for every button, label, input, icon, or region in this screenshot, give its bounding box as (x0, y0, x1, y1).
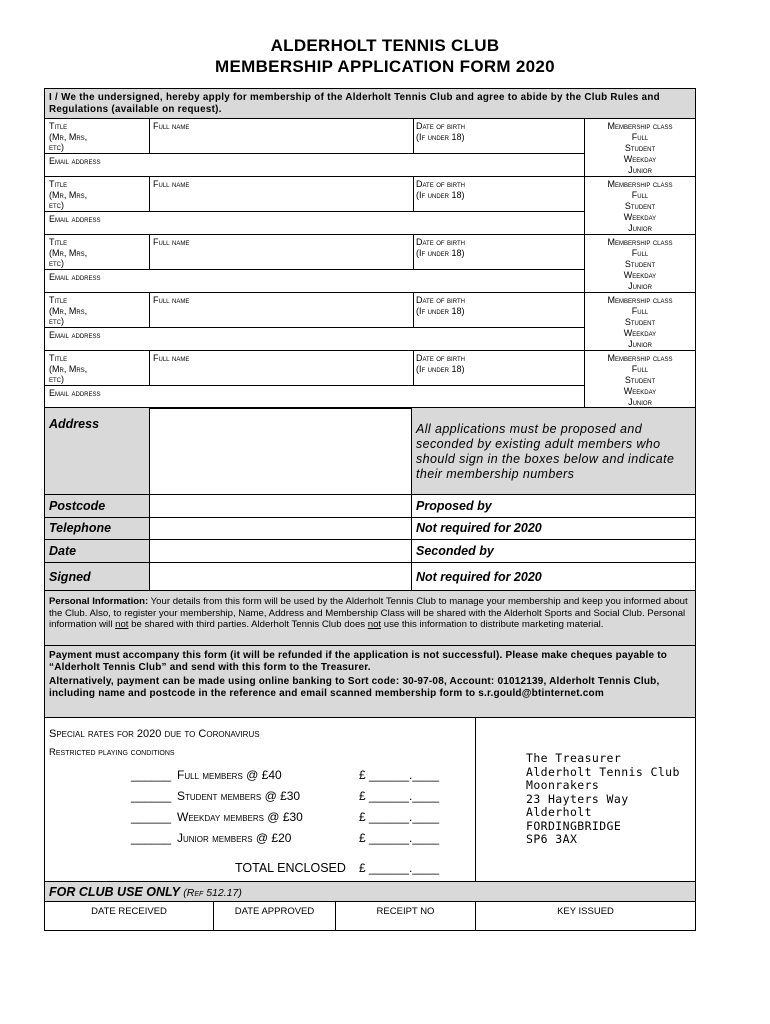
membership-class-field[interactable] (584, 176, 696, 235)
class-option-student[interactable]: Student (624, 200, 656, 211)
title-hint-1: (Mr, Mrs, (49, 247, 88, 258)
signed-label: Signed (49, 570, 91, 584)
dob-label: Date of birth (416, 179, 465, 189)
address-label: Address (49, 417, 100, 431)
class-option-weekday[interactable]: Weekday (623, 386, 657, 397)
proposed-by-label: Proposed by (416, 499, 492, 513)
full-name-field[interactable] (149, 350, 414, 386)
full-name-label: Full name (153, 353, 190, 363)
title-hint-1: (Mr, Mrs, (49, 305, 88, 316)
total-enclosed-label: TOTAL ENCLOSED (235, 861, 346, 875)
treasurer-address-line: Alderholt Tennis Club (526, 764, 680, 779)
telephone-label-cell (44, 517, 150, 540)
rate-full-amount[interactable]: £ ______.____ (359, 768, 440, 782)
postcode-input[interactable] (149, 494, 412, 518)
membership-class-field[interactable] (584, 234, 696, 293)
class-option-weekday[interactable]: Weekday (623, 212, 657, 223)
title-field[interactable] (44, 176, 150, 212)
signature-input[interactable] (149, 562, 412, 591)
rate-weekday-count[interactable]: ______ (131, 810, 172, 824)
title-label: Title (49, 295, 68, 305)
dob-hint: (If under 18) (416, 131, 465, 142)
rate-weekday-label: Weekday members @ £30 (177, 810, 303, 824)
dob-field[interactable] (413, 292, 585, 328)
email-field[interactable] (44, 211, 585, 235)
telephone-input[interactable] (149, 517, 412, 540)
rate-full-label: Full members @ £40 (177, 768, 282, 782)
class-option-student[interactable]: Student (624, 142, 656, 153)
title-label: Title (49, 179, 68, 189)
receipt-no-column: RECEIPT NO (376, 906, 435, 917)
title-field[interactable] (44, 292, 150, 328)
dob-field[interactable] (413, 234, 585, 270)
title-label: Title (49, 353, 68, 363)
club-use-ref: (Ref 512.17) (183, 887, 242, 899)
dob-field[interactable] (413, 176, 585, 212)
proposer-note (411, 407, 696, 495)
class-option-junior[interactable]: Junior (628, 281, 652, 292)
proposed-by-field[interactable] (411, 494, 696, 518)
title-hint-2: etc) (49, 258, 64, 268)
dob-hint: (If under 18) (416, 363, 465, 374)
form-title-line2: MEMBERSHIP APPLICATION FORM 2020 (215, 57, 555, 76)
dob-label: Date of birth (416, 237, 465, 247)
club-use-heading: FOR CLUB USE ONLY (49, 885, 180, 899)
treasurer-address-line: FORDINGBRIDGE (526, 818, 622, 833)
email-label: Email address (49, 156, 101, 166)
rate-student-amount[interactable]: £ ______.____ (359, 789, 440, 803)
class-option-full[interactable]: Full (631, 247, 649, 258)
rates-heading: Special rates for 2020 due to Coronavirus (49, 728, 260, 740)
seconded-not-required: Not required for 2020 (416, 570, 542, 584)
date-approved-column: DATE APPROVED (234, 906, 315, 917)
form-title-line1: ALDERHOLT TENNIS CLUB (270, 36, 500, 55)
title-hint-1: (Mr, Mrs, (49, 189, 88, 200)
intro-statement: I / We the undersigned, hereby apply for membership of the Alderholt Tennis Club and agree to abide by the Club Rules and Regulations (available on request). (44, 88, 696, 119)
email-label: Email address (49, 388, 101, 398)
membership-class-label: Membership class (607, 121, 673, 131)
membership-class-field[interactable] (584, 292, 696, 351)
title-hint-1: (Mr, Mrs, (49, 131, 88, 142)
key-issued-column: KEY ISSUED (557, 906, 614, 917)
date-label: Date (49, 544, 77, 558)
email-field[interactable] (44, 327, 585, 351)
class-option-student[interactable]: Student (624, 258, 656, 269)
proposer-note-text: All applications must be proposed and seconded by existing adult members who should sign in the boxes below and indicate their membership numbers (416, 422, 675, 481)
rate-junior-amount[interactable]: £ ______.____ (359, 831, 440, 845)
title-label: Title (49, 121, 68, 131)
class-option-full[interactable]: Full (631, 363, 649, 374)
personal-info-notice (44, 590, 696, 646)
dob-hint: (If under 18) (416, 189, 465, 200)
address-label-cell (44, 407, 150, 495)
membership-class-field[interactable] (584, 118, 696, 177)
title-hint-2: etc) (49, 142, 64, 152)
class-option-weekday[interactable]: Weekday (623, 154, 657, 165)
class-option-weekday[interactable]: Weekday (623, 328, 657, 339)
proposed-not-required-cell (411, 517, 696, 540)
personal-info-heading: Personal Information: (49, 596, 149, 607)
signed-label-cell (44, 562, 150, 591)
seconded-by-label: Seconded by (416, 544, 494, 558)
membership-class-label: Membership class (607, 237, 673, 247)
personal-info-not-1: not (115, 619, 129, 630)
payment-line2: Alternatively, payment can be made using online banking to Sort code: 30-97-08, Account: 01012139, Alderholt Tennis Club, including name and postcode in the reference and email scanned membership form to s.r.gould@btinternet.com (49, 676, 660, 699)
treasurer-box (475, 717, 696, 882)
class-option-student[interactable]: Student (624, 374, 656, 385)
club-use-table (44, 901, 696, 931)
treasurer-address-line: 23 Hayters Way (526, 791, 629, 806)
treasurer-address-line: The Treasurer (526, 751, 622, 765)
treasurer-address-line: Moonrakers (526, 778, 600, 792)
class-option-weekday[interactable]: Weekday (623, 270, 657, 281)
class-option-full[interactable]: Full (631, 305, 649, 316)
class-option-junior[interactable]: Junior (628, 397, 652, 408)
membership-class-field[interactable] (584, 350, 696, 409)
total-enclosed-amount[interactable]: £ ______.____ (359, 861, 440, 875)
email-field[interactable] (44, 153, 585, 177)
title-hint-1: (Mr, Mrs, (49, 363, 88, 374)
payment-notice (44, 645, 696, 718)
email-field[interactable] (44, 385, 585, 409)
date-label-cell (44, 539, 150, 563)
full-name-field[interactable] (149, 292, 414, 328)
treasurer-address-line: Alderholt (526, 805, 592, 819)
membership-class-label: Membership class (607, 179, 673, 189)
treasurer-address (526, 752, 680, 847)
membership-class-label: Membership class (607, 295, 673, 305)
class-option-full[interactable]: Full (631, 131, 649, 142)
rate-weekday-amount[interactable]: £ ______.____ (359, 810, 440, 824)
class-option-junior[interactable]: Junior (628, 339, 652, 350)
personal-info-text-1: Your details from this form will be used by the Alderholt Tennis Club to manage your membership and keep you informed about the Club. Also, to register your membership, Name, Address and Membership Class will be shared with the Alderholt Sports and Social Club. Personal information will (49, 596, 688, 630)
full-name-label: Full name (153, 121, 190, 131)
full-name-label: Full name (153, 295, 190, 305)
date-input[interactable] (149, 539, 412, 563)
full-name-label: Full name (153, 179, 190, 189)
dob-label: Date of birth (416, 295, 465, 305)
title-hint-2: etc) (49, 200, 64, 210)
club-use-header (44, 881, 696, 902)
title-field[interactable] (44, 350, 150, 386)
email-label: Email address (49, 214, 101, 224)
title-field[interactable] (44, 234, 150, 270)
title-hint-2: etc) (49, 374, 64, 384)
date-received-column: DATE RECEIVED (91, 906, 167, 917)
class-option-junior[interactable]: Junior (628, 223, 652, 234)
class-option-junior[interactable]: Junior (628, 165, 652, 176)
email-field[interactable] (44, 269, 585, 293)
rates-subheading: Restricted playing conditions (49, 747, 175, 758)
membership-class-label: Membership class (607, 353, 673, 363)
personal-info-text-2: be shared with third parties. Alderholt Tennis Club does (128, 619, 368, 630)
title-hint-2: etc) (49, 316, 64, 326)
email-label: Email address (49, 272, 101, 282)
full-name-field[interactable] (149, 234, 414, 270)
title-field[interactable] (44, 118, 150, 154)
personal-info-not-2: not (367, 619, 382, 630)
rates-box (44, 717, 476, 882)
dob-label: Date of birth (416, 121, 465, 131)
dob-field[interactable] (413, 350, 585, 386)
full-name-field[interactable] (149, 118, 414, 154)
dob-label: Date of birth (416, 353, 465, 363)
payment-line1: Payment must accompany this form (it will be refunded if the application is not successful). Please make cheques payable to “Alderholt Tennis Club” and send with this form to the Treasurer. (49, 650, 668, 673)
rate-student-label: Student members @ £30 (177, 789, 301, 803)
postcode-label: Postcode (49, 499, 106, 513)
rate-junior-label: Junior members @ £20 (177, 831, 292, 845)
dob-field[interactable] (413, 118, 585, 154)
dob-hint: (If under 18) (416, 247, 465, 258)
postcode-label-cell (44, 494, 150, 518)
seconded-not-required-cell (411, 562, 696, 591)
class-option-student[interactable]: Student (624, 316, 656, 327)
seconded-by-field[interactable] (411, 539, 696, 563)
full-name-field[interactable] (149, 176, 414, 212)
rate-student-count[interactable]: ______ (131, 789, 172, 803)
rate-full-count[interactable]: ______ (131, 768, 172, 782)
address-input[interactable] (149, 407, 412, 495)
telephone-label: Telephone (49, 521, 112, 535)
rate-junior-count[interactable]: ______ (131, 831, 172, 845)
proposed-not-required: Not required for 2020 (416, 521, 542, 535)
class-option-full[interactable]: Full (631, 189, 649, 200)
full-name-label: Full name (153, 237, 190, 247)
title-label: Title (49, 237, 68, 247)
email-label: Email address (49, 330, 101, 340)
dob-hint: (If under 18) (416, 305, 465, 316)
treasurer-address-line: SP6 3AX (526, 832, 578, 846)
personal-info-text-3: use this information to distribute marketing material. (381, 619, 604, 630)
